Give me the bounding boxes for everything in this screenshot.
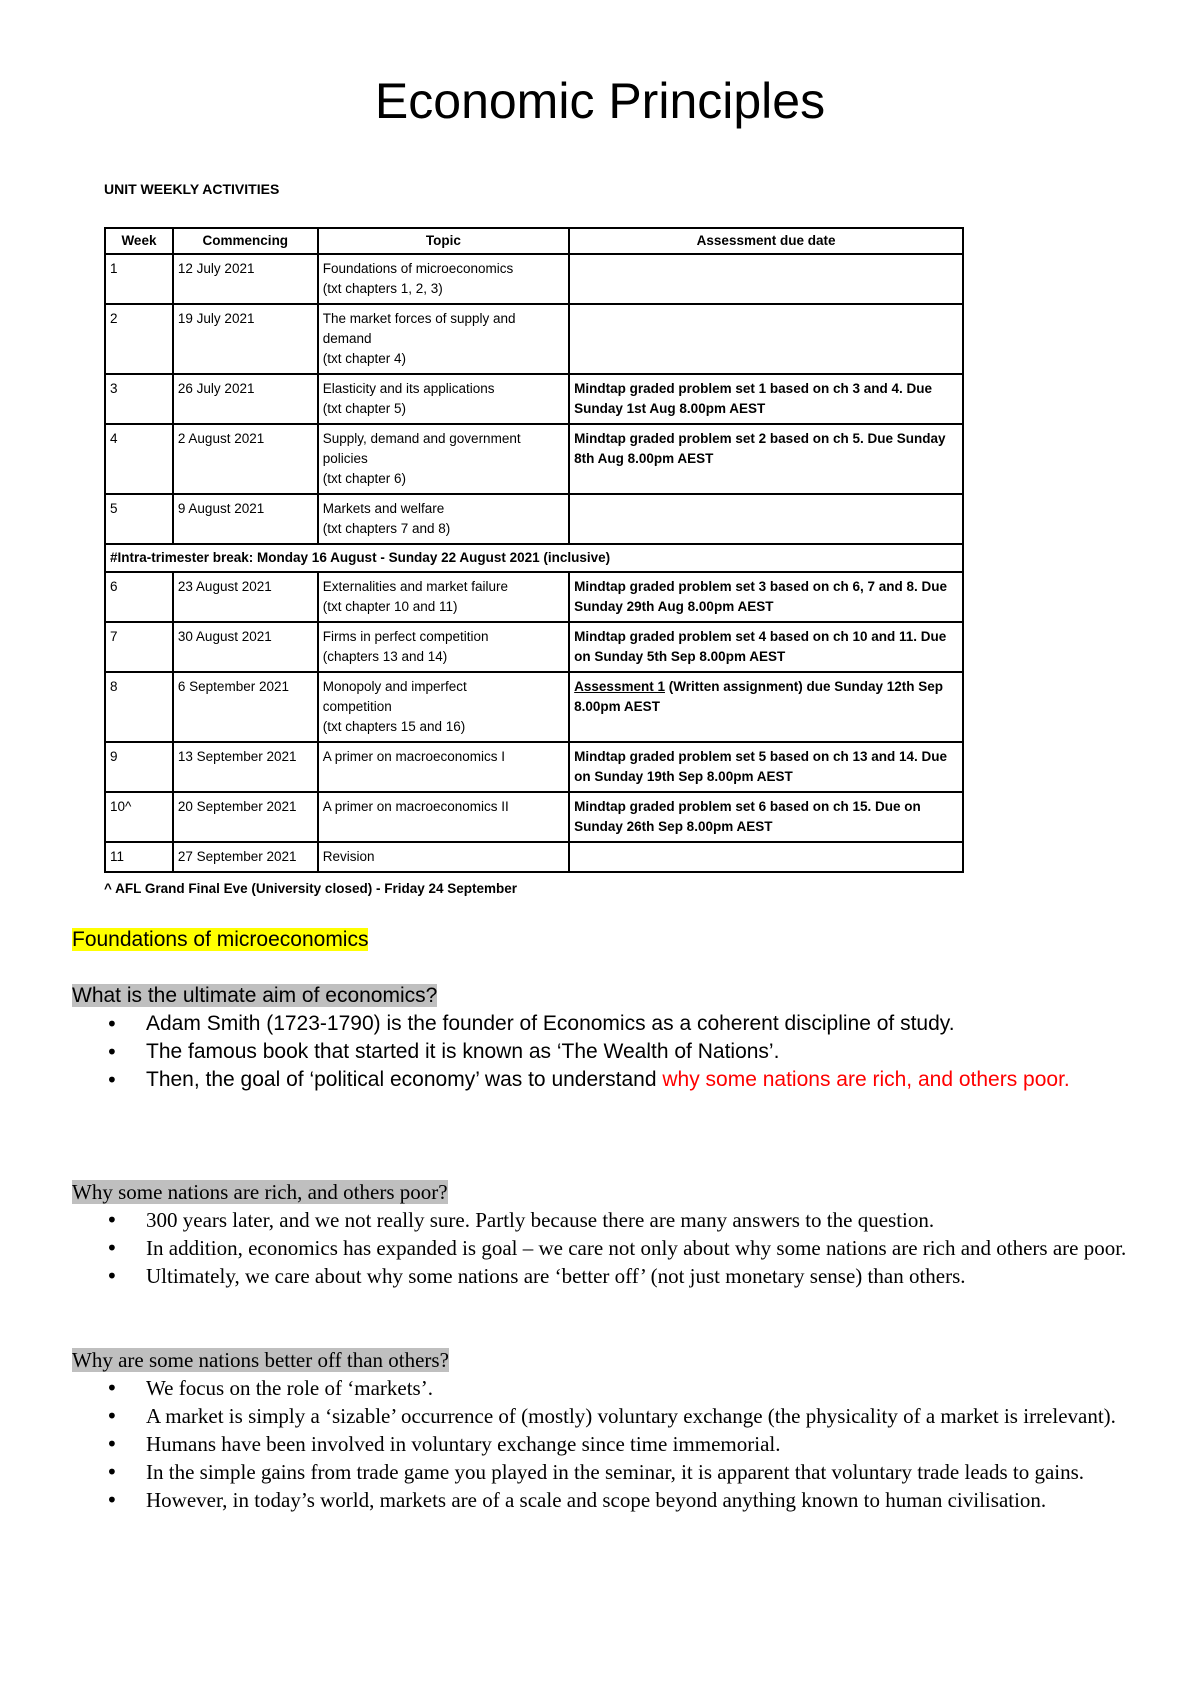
- schedule-footnote: ^ AFL Grand Final Eve (University closed) - Friday 24 September: [104, 881, 518, 896]
- week-cell: 5: [105, 494, 173, 544]
- topic-line: Markets and welfare: [322, 501, 445, 516]
- topic-line: Foundations of microeconomics: [322, 261, 514, 276]
- list-item-text: Then, the goal of ‘political economy’ was to understand: [146, 1068, 663, 1091]
- topic-line: (txt chapters 1, 2, 3): [322, 281, 443, 296]
- date-cell: 20 September 2021: [173, 792, 318, 842]
- topic-cell: [318, 792, 569, 842]
- week-cell: 6: [105, 572, 173, 622]
- topic-line: Revision: [322, 849, 375, 864]
- topic-cell: [318, 572, 569, 622]
- column-header: Assessment due date: [569, 228, 963, 254]
- list-item: • Adam Smith (1723-1790) is the founder of Economics as a coherent discipline of study.: [72, 1010, 1142, 1038]
- topic-line: Supply, demand and government: [322, 431, 521, 446]
- week-cell: 1: [105, 254, 173, 304]
- due-text: (Written assignment) due Sunday 12th Sep 8.00pm AEST: [574, 679, 944, 714]
- date-cell: 12 July 2021: [173, 254, 318, 304]
- page-title: Economic Principles: [374, 73, 826, 129]
- due-cell: [569, 304, 963, 374]
- table-row: [105, 304, 963, 374]
- week-cell: 11: [105, 842, 173, 872]
- week-cell: 9: [105, 742, 173, 792]
- column-header: Commencing: [173, 228, 318, 254]
- list-item: • In the simple gains from trade game you played in the seminar, it is apparent that voluntary trade leads to gains.: [72, 1458, 1142, 1486]
- question-heading: [72, 982, 437, 1010]
- question-heading: [72, 1178, 448, 1206]
- due-cell: [569, 254, 963, 304]
- question-heading-text: What is the ultimate aim of economics?: [72, 984, 438, 1007]
- schedule-table: [104, 227, 964, 873]
- topic-line: (txt chapter 6): [322, 471, 406, 486]
- table-row: [105, 622, 963, 672]
- week-cell: 8: [105, 672, 173, 742]
- due-cell: [569, 842, 963, 872]
- column-header: Topic: [318, 228, 569, 254]
- table-row: [105, 572, 963, 622]
- section-heading: [72, 926, 368, 954]
- topic-line: (txt chapters 15 and 16): [322, 719, 466, 734]
- highlighted-red-text: why some nations are rich, and others poor.: [662, 1068, 1070, 1091]
- date-cell: 30 August 2021: [173, 622, 318, 672]
- topic-line: Elasticity and its applications: [322, 381, 495, 396]
- topic-cell: [318, 304, 569, 374]
- due-cell: Mindtap graded problem set 1 based on ch 3 and 4. Due Sunday 1st Aug 8.00pm AEST: [569, 374, 963, 424]
- topic-line: competition: [322, 699, 392, 714]
- question-heading-text: Why are some nations better off than others?: [72, 1348, 449, 1372]
- date-cell: 9 August 2021: [173, 494, 318, 544]
- topic-line: Externalities and market failure: [322, 579, 509, 594]
- week-cell: 7: [105, 622, 173, 672]
- bullet-list: [72, 1010, 1142, 1094]
- date-cell: 2 August 2021: [173, 424, 318, 494]
- list-item: • Humans have been involved in voluntary exchange since time immemorial.: [72, 1430, 1142, 1458]
- table-row: [105, 494, 963, 544]
- date-cell: 26 July 2021: [173, 374, 318, 424]
- list-item: • 300 years later, and we not really sure. Partly because there are many answers to the question.: [72, 1206, 1142, 1234]
- topic-cell: [318, 494, 569, 544]
- bullet-list: [72, 1206, 1142, 1290]
- topic-cell: [318, 374, 569, 424]
- table-row: [105, 672, 963, 742]
- topic-line: (txt chapter 10 and 11): [322, 599, 458, 614]
- due-cell: Mindtap graded problem set 3 based on ch 6, 7 and 8. Due Sunday 29th Aug 8.00pm AEST: [569, 572, 963, 622]
- column-header: Week: [105, 228, 173, 254]
- table-row: [105, 424, 963, 494]
- topic-line: demand: [322, 331, 372, 346]
- date-cell: 27 September 2021: [173, 842, 318, 872]
- topic-line: A primer on macroeconomics II: [322, 799, 509, 814]
- week-cell: 3: [105, 374, 173, 424]
- date-cell: 6 September 2021: [173, 672, 318, 742]
- week-cell: 10^: [105, 792, 173, 842]
- week-cell: 2: [105, 304, 173, 374]
- date-cell: 13 September 2021: [173, 742, 318, 792]
- topic-cell: [318, 424, 569, 494]
- topic-line: (chapters 13 and 14): [322, 649, 448, 664]
- topic-cell: [318, 622, 569, 672]
- due-cell: [569, 672, 963, 742]
- table-header-row: [105, 228, 963, 254]
- list-item: • However, in today’s world, markets are of a scale and scope beyond anything known to human civilisation.: [72, 1486, 1142, 1514]
- break-cell: #Intra-trimester break: Monday 16 August - Sunday 22 August 2021 (inclusive): [105, 544, 963, 572]
- table-row: [105, 842, 963, 872]
- topic-line: Monopoly and imperfect: [322, 679, 467, 694]
- topic-cell: [318, 254, 569, 304]
- table-row: [105, 254, 963, 304]
- topic-cell: [318, 842, 569, 872]
- week-cell: 4: [105, 424, 173, 494]
- assessment-link: Assessment 1: [574, 679, 665, 694]
- due-cell: [569, 494, 963, 544]
- break-row: [105, 544, 963, 572]
- list-item: • Ultimately, we care about why some nations are ‘better off’ (not just monetary sense) than others.: [72, 1262, 1142, 1290]
- topic-line: A primer on macroeconomics I: [322, 749, 506, 764]
- list-item: [72, 1066, 1142, 1094]
- table-row: [105, 792, 963, 842]
- bullet-list: [72, 1374, 1142, 1514]
- due-cell: Mindtap graded problem set 4 based on ch 10 and 11. Due on Sunday 5th Sep 8.00pm AEST: [569, 622, 963, 672]
- list-item: • The famous book that started it is known as ‘The Wealth of Nations’.: [72, 1038, 1142, 1066]
- question-heading-text: Why some nations are rich, and others poor?: [72, 1180, 448, 1204]
- topic-line: Firms in perfect competition: [322, 629, 489, 644]
- list-item: • A market is simply a ‘sizable’ occurrence of (mostly) voluntary exchange (the physicality of a market is irrelevant).: [72, 1402, 1142, 1430]
- topic-line: The market forces of supply and: [322, 311, 516, 326]
- due-cell: Mindtap graded problem set 6 based on ch 15. Due on Sunday 26th Sep 8.00pm AEST: [569, 792, 963, 842]
- topic-line: (txt chapters 7 and 8): [322, 521, 451, 536]
- date-cell: 19 July 2021: [173, 304, 318, 374]
- topic-cell: [318, 742, 569, 792]
- date-cell: 23 August 2021: [173, 572, 318, 622]
- table-row: [105, 374, 963, 424]
- list-item: • In addition, economics has expanded is goal – we care not only about why some nations are rich and others are poor.: [72, 1234, 1142, 1262]
- question-heading: [72, 1346, 449, 1374]
- due-cell: Mindtap graded problem set 5 based on ch 13 and 14. Due on Sunday 19th Sep 8.00pm AEST: [569, 742, 963, 792]
- topic-line: policies: [322, 451, 368, 466]
- list-item: • We focus on the role of ‘markets’.: [72, 1374, 1142, 1402]
- table-row: [105, 742, 963, 792]
- due-cell: Mindtap graded problem set 2 based on ch 5. Due Sunday 8th Aug 8.00pm AEST: [569, 424, 963, 494]
- schedule-heading: UNIT WEEKLY ACTIVITIES: [104, 181, 280, 197]
- section-heading-text: Foundations of microeconomics: [72, 928, 369, 951]
- topic-cell: [318, 672, 569, 742]
- topic-line: (txt chapter 4): [322, 351, 406, 366]
- topic-line: (txt chapter 5): [322, 401, 406, 416]
